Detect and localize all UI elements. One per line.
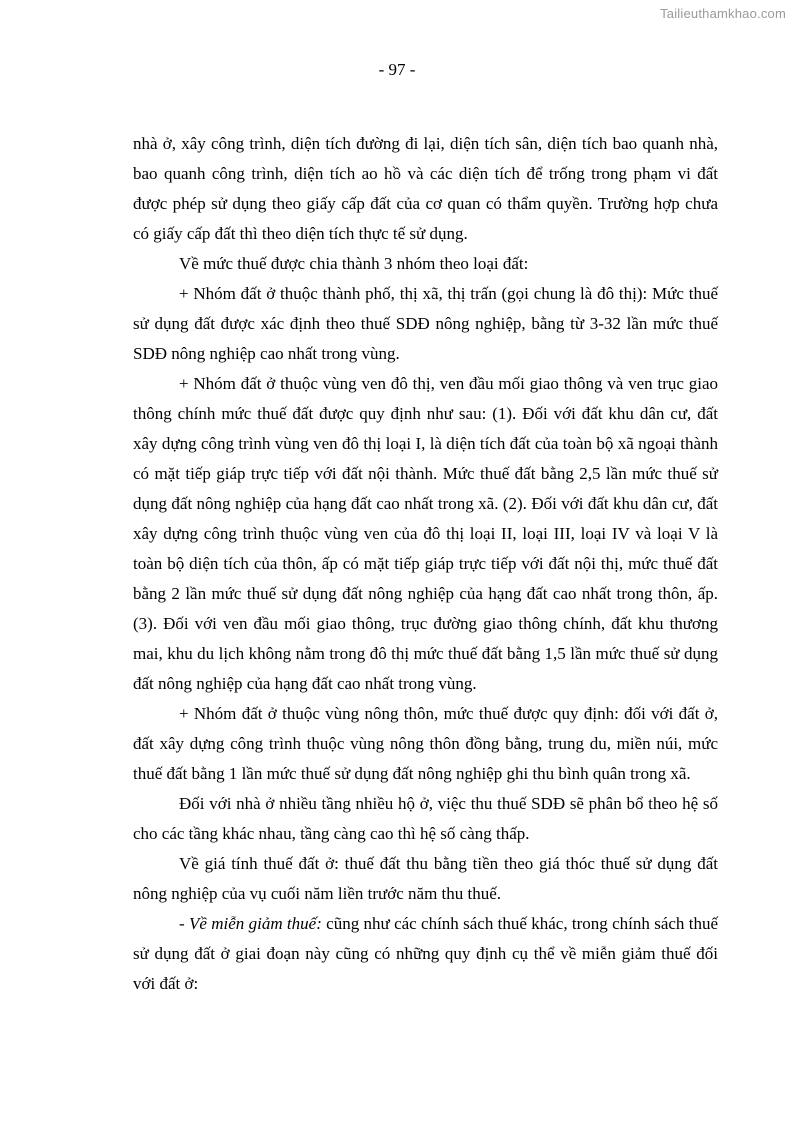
- paragraph-urban-land-group: + Nhóm đất ở thuộc thành phố, thị xã, thị trấn (gọi chung là đô thị): Mức thuế sử dụng đất được xác định theo thuế SDĐ nông nghiệp, bằng từ 3-32 lần mức thuế SDĐ nông nghiệp cao nhất trong vùng.: [133, 284, 718, 363]
- paragraph-tax-groups-intro: Về mức thuế được chia thành 3 nhóm theo loại đất:: [179, 254, 529, 273]
- paragraph-tax-price-basis: Về giá tính thuế đất ở: thuế đất thu bằng tiền theo giá thóc thuế sử dụng đất nông nghiệp của vụ cuối năm liền trước năm thu thuế.: [133, 854, 718, 903]
- exemption-text: cũng như các chính sách thuế khác, trong chính sách thuế sử dụng đất ở giai đoạn này cũng có những quy định cụ thể về miễn giảm thuế đối với đất ở:: [133, 914, 718, 993]
- paragraph-rural-land-group: + Nhóm đất ở thuộc vùng nông thôn, mức thuế được quy định: đối với đất ở, đất xây dựng công trình thuộc vùng nông thôn đồng bằng, trung du, miền núi, mức thuế đất bằng 1 lần mức thuế sử dụng đất nông nghiệp ghi thu bình quân trong xã.: [133, 704, 718, 783]
- paragraph-tax-exemption: [133, 909, 718, 999]
- exemption-lead-italic: - Về miễn giảm thuế:: [179, 914, 322, 933]
- document-body: [133, 129, 718, 999]
- watermark-text: Tailieuthamkhao.com: [660, 6, 786, 21]
- paragraph-suburban-land-group: + Nhóm đất ở thuộc vùng ven đô thị, ven đầu mối giao thông và ven trục giao thông chính mức thuế đất được quy định như sau: (1). Đối với đất khu dân cư, đất xây dựng công trình vùng ven đô thị loại I, là diện tích đất của toàn bộ xã ngoại thành có mặt tiếp giáp trực tiếp với đất nội thành. Mức thuế đất bằng 2,5 lần mức thuế sử dụng đất nông nghiệp của hạng đất cao nhất trong xã. (2). Đối với đất khu dân cư, đất xây dựng công trình thuộc vùng ven của đô thị loại II, loại III, loại IV và loại V là toàn bộ diện tích của thôn, ấp có mặt tiếp giáp trực tiếp với đất nội thị, mức thuế đất bằng 2 lần mức thuế sử dụng đất nông nghiệp của hạng đất cao nhất trong thôn, ấp. (3). Đối với ven đầu mối giao thông, trục đường giao thông chính, đất khu thương mai, khu du lịch không nằm trong đô thị mức thuế đất bằng 1,5 lần mức thuế sử dụng đất nông nghiệp của hạng đất cao nhất trong vùng.: [133, 374, 718, 693]
- page-number: - 97 -: [378, 60, 416, 79]
- paragraph-multi-storey-housing: Đối với nhà ở nhiều tầng nhiều hộ ở, việc thu thuế SDĐ sẽ phân bổ theo hệ số cho các tầng khác nhau, tầng càng cao thì hệ số càng thấp.: [133, 794, 718, 843]
- paragraph-continuation: nhà ở, xây công trình, diện tích đường đi lại, diện tích sân, diện tích bao quanh nhà, bao quanh công trình, diện tích ao hồ và các diện tích để trống trong phạm vi đất được phép sử dụng theo giấy cấp đất của cơ quan có thẩm quyền. Trường hợp chưa có giấy cấp đất thì theo diện tích thực tế sử dụng.: [133, 134, 718, 243]
